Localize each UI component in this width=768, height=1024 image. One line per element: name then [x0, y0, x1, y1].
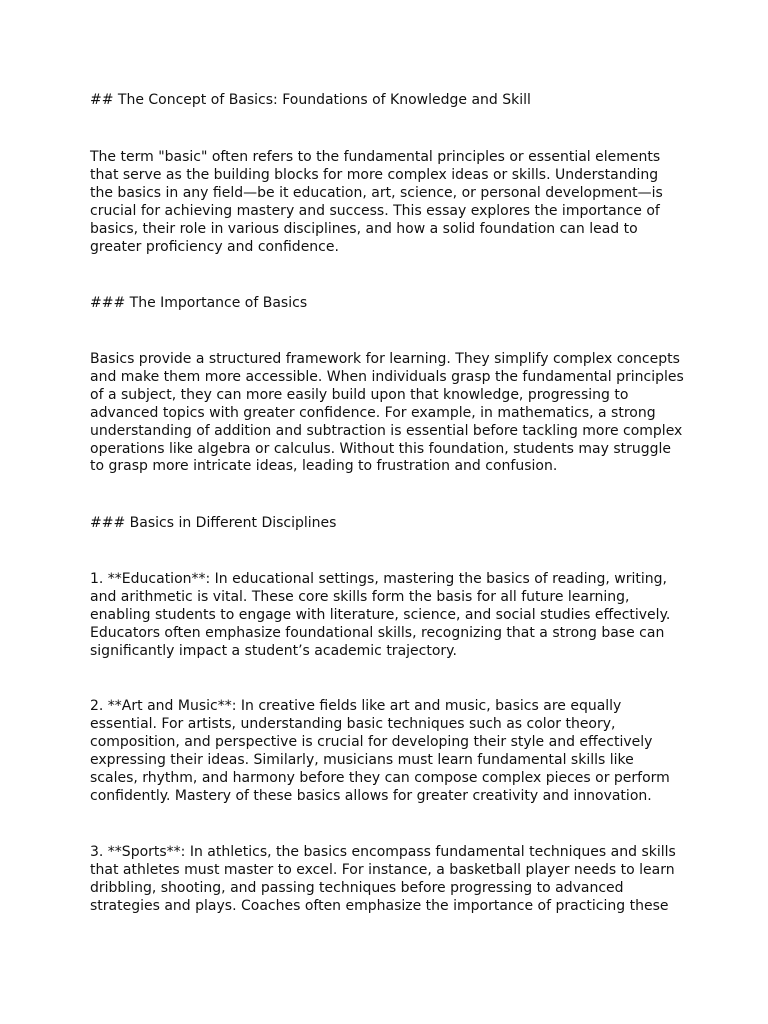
text-line: the basics in any field—be it education, art, science, or personal development—is: [90, 184, 663, 201]
education-paragraph: [90, 571, 690, 661]
text-line: enabling students to engage with literature, science, and social studies effectively.: [90, 606, 671, 623]
text-line: 3. **Sports**: In athletics, the basics encompass fundamental techniques and skills: [90, 844, 676, 860]
document-title: ## The Concept of Basics: Foundations of Knowledge and Skill: [90, 92, 531, 108]
text-line: scales, rhythm, and harmony before they can compose complex pieces or perform: [90, 769, 670, 786]
text-line: Educators often emphasize foundational skills, recognizing that a strong base can: [90, 624, 665, 641]
text-line: greater proficiency and confidence.: [90, 238, 339, 255]
text-line: Basics provide a structured framework for learning. They simplify complex concepts: [90, 351, 680, 367]
text-line: to grasp more intricate ideas, leading to frustration and confusion.: [90, 458, 558, 475]
text-line: and make them more accessible. When individuals grasp the fundamental principles: [90, 368, 684, 385]
text-line: confidently. Mastery of these basics allows for greater creativity and innovation.: [90, 787, 652, 804]
text-line: significantly impact a student’s academic trajectory.: [90, 642, 457, 659]
text-line: 1. **Education**: In educational settings, mastering the basics of reading, writing,: [90, 571, 667, 587]
sports-paragraph: [90, 844, 690, 916]
intro-paragraph: [90, 149, 690, 256]
text-line: that serve as the building blocks for more complex ideas or skills. Understanding: [90, 166, 659, 183]
text-line: composition, and perspective is crucial for developing their style and effectively: [90, 733, 653, 750]
text-line: strategies and plays. Coaches often emphasize the importance of practicing these: [90, 897, 669, 914]
text-line: of a subject, they can more easily build upon that knowledge, progressing to: [90, 386, 629, 403]
text-line: essential. For artists, understanding basic techniques such as color theory,: [90, 715, 616, 732]
text-line: that athletes must master to excel. For instance, a basketball player needs to learn: [90, 861, 675, 878]
text-line: 2. **Art and Music**: In creative fields like art and music, basics are equally: [90, 698, 622, 714]
art-music-paragraph: [90, 698, 690, 805]
text-line: understanding of addition and subtraction is essential before tackling more complex: [90, 422, 683, 439]
text-line: advanced topics with greater confidence. For example, in mathematics, a strong: [90, 404, 656, 421]
text-line: basics, their role in various disciplines, and how a solid foundation can lead to: [90, 220, 638, 237]
heading-importance: ### The Importance of Basics: [90, 295, 308, 311]
text-line: and arithmetic is vital. These core skills form the basis for all future learning,: [90, 588, 630, 605]
text-line: crucial for achieving mastery and success. This essay explores the importance of: [90, 202, 660, 219]
heading-disciplines: ### Basics in Different Disciplines: [90, 515, 337, 531]
text-line: The term "basic" often refers to the fundamental principles or essential elements: [90, 149, 661, 165]
text-line: expressing their ideas. Similarly, musicians must learn fundamental skills like: [90, 751, 634, 768]
text-line: operations like algebra or calculus. Without this foundation, students may struggle: [90, 440, 672, 457]
text-line: dribbling, shooting, and passing techniques before progressing to advanced: [90, 879, 624, 896]
importance-paragraph: [90, 351, 690, 476]
